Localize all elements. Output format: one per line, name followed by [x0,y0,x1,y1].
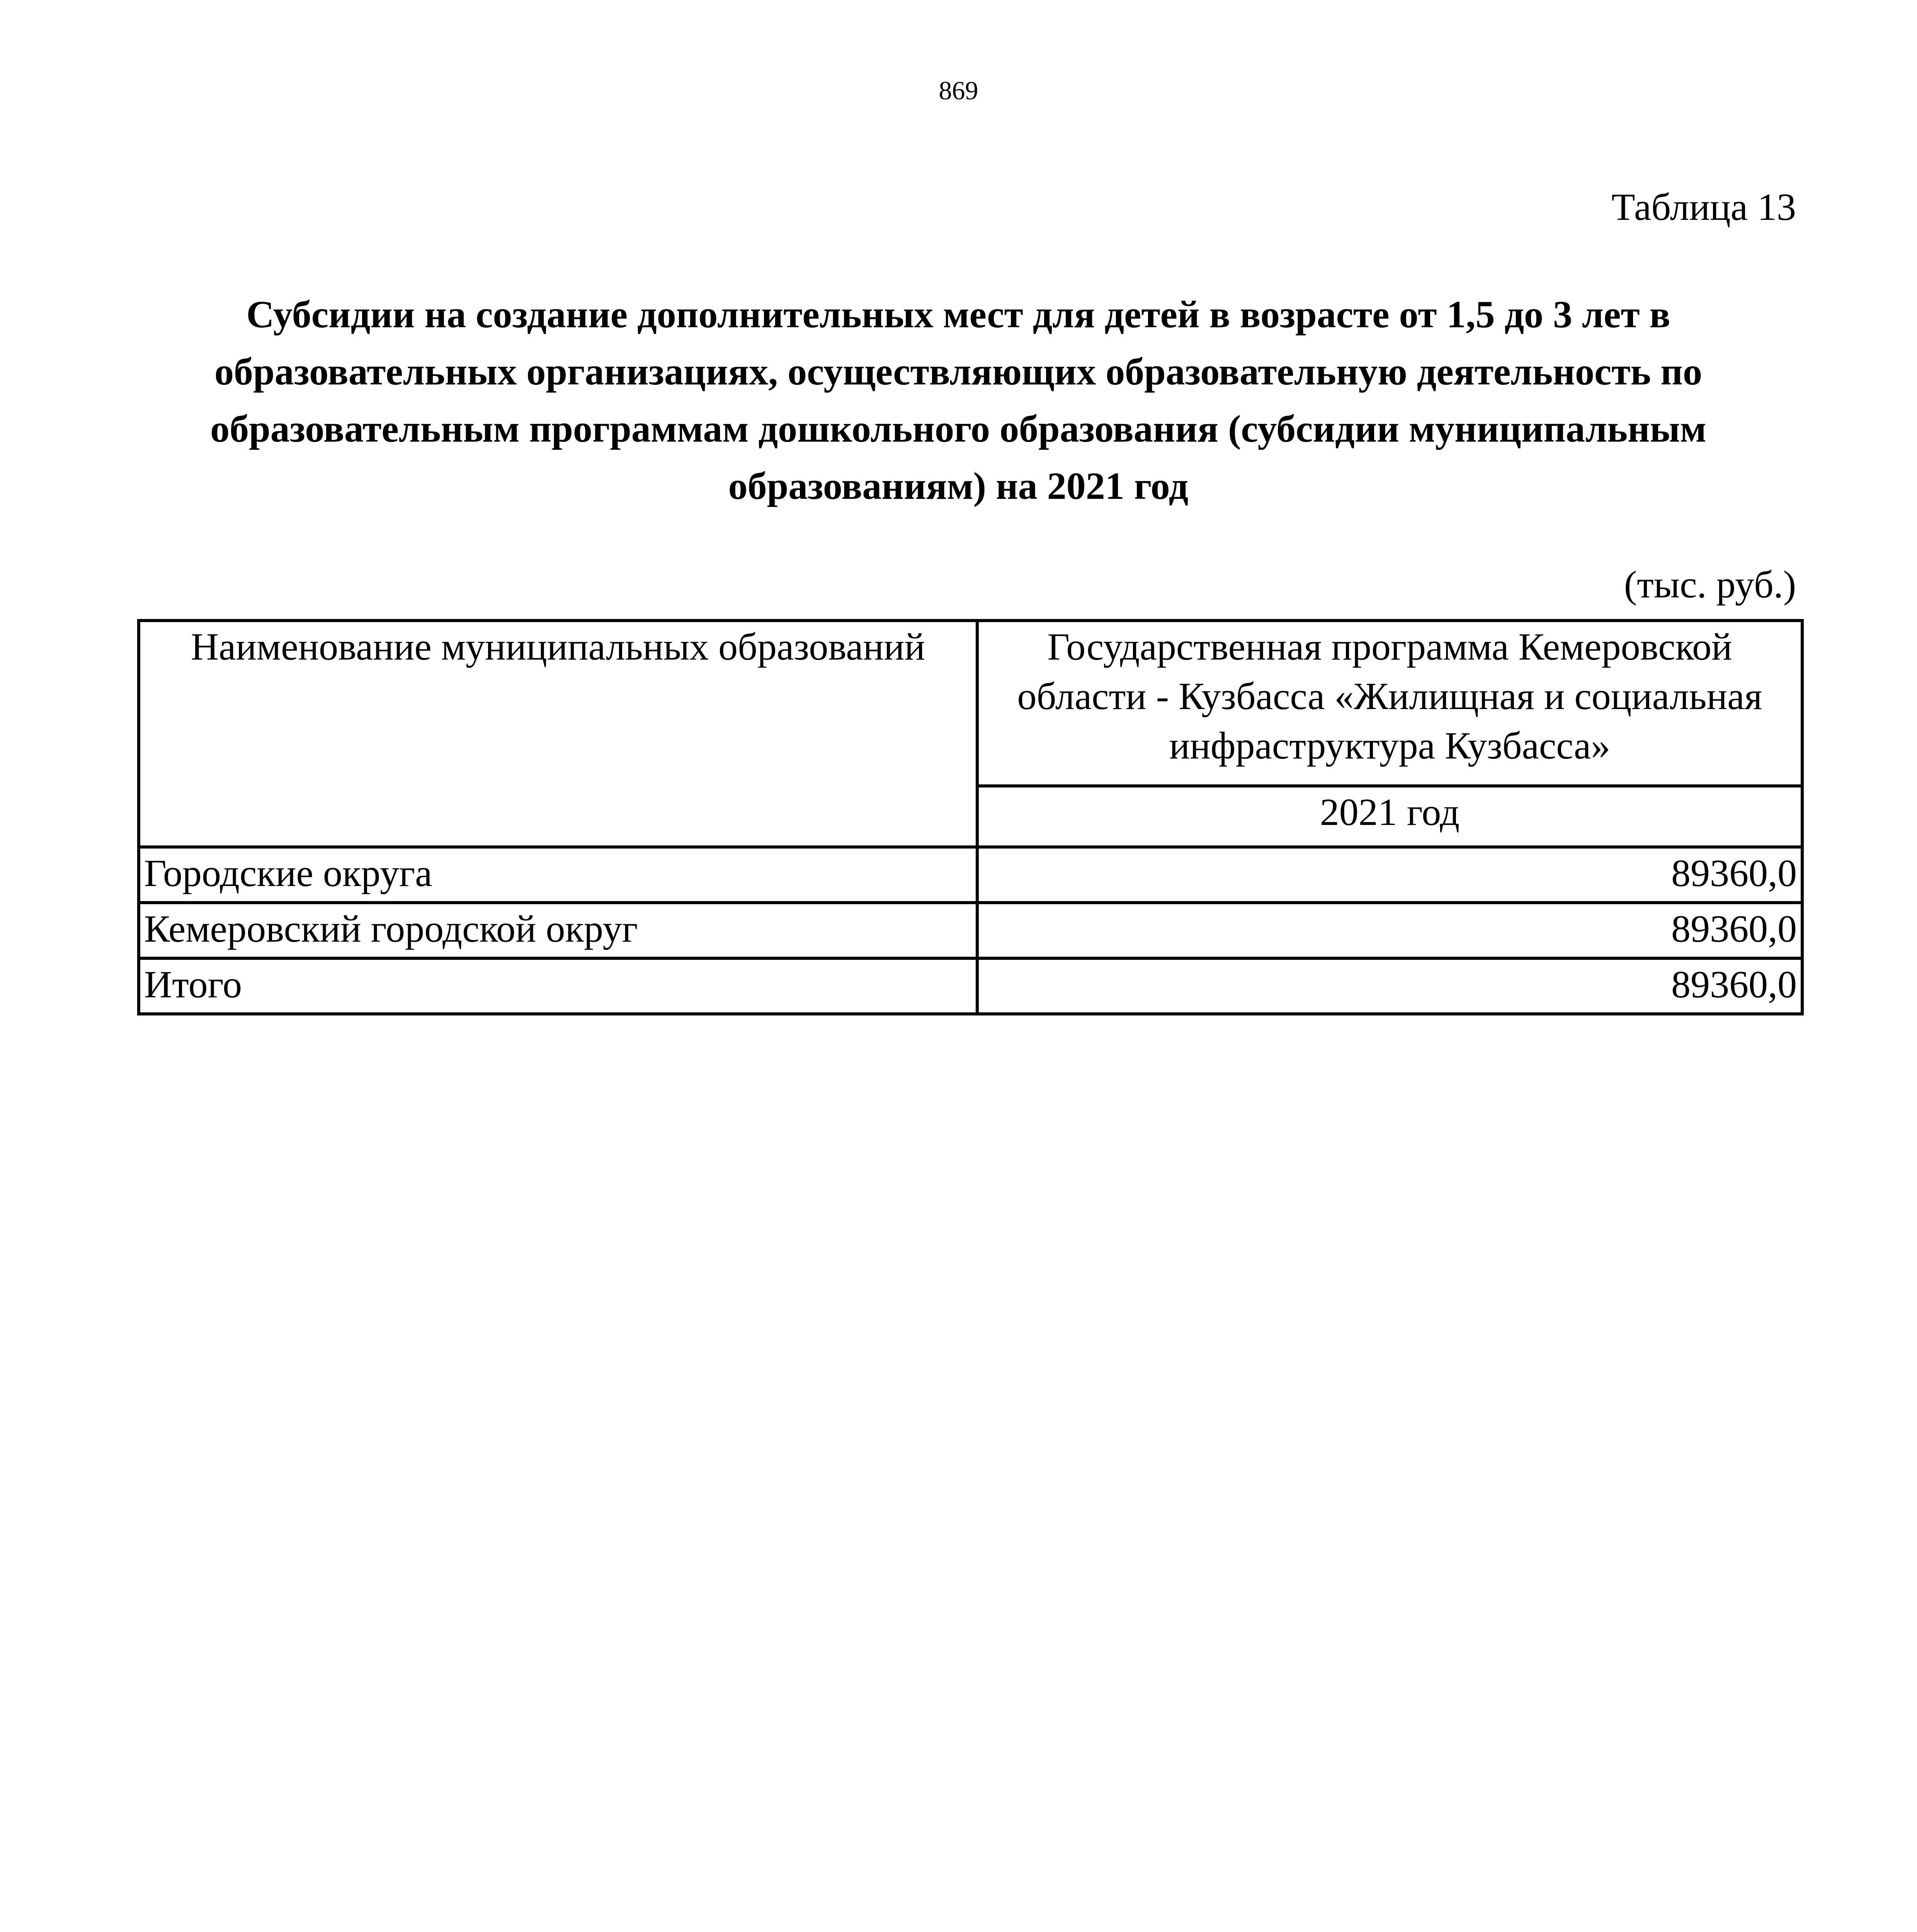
header-row [139,621,1802,786]
subsidies-table [137,619,1804,1015]
table-row-total [139,958,1802,1014]
header-year: 2021 год [977,786,1802,847]
table-label: Таблица 13 [1611,185,1796,228]
row-value: 89360,0 [977,903,1802,958]
row-name: Кемеровский городской округ [139,903,977,958]
row-name: Итого [139,958,977,1014]
document-title: Субсидии на создание дополнительных мест для детей в возрасте от 1,5 до 3 лет в образовательных организациях, осуществляющих образовательную деятельность по образовательным программам дошкольного образования (субсидии муниципальным образованиям) на 2021 год [210,293,1706,507]
row-name: Городские округа [139,847,977,903]
header-municipality: Наименование муниципальных образований [139,621,977,847]
units-label: (тыс. руб.) [1624,563,1796,606]
page-number: 869 [939,76,978,105]
row-value: 89360,0 [977,958,1802,1014]
row-value: 89360,0 [977,847,1802,903]
table-row [139,847,1802,903]
header-program: Государственная программа Кемеровской области - Кузбасса «Жилищная и социальная инфраструктура Кузбасса» [977,621,1802,786]
table-row [139,903,1802,958]
